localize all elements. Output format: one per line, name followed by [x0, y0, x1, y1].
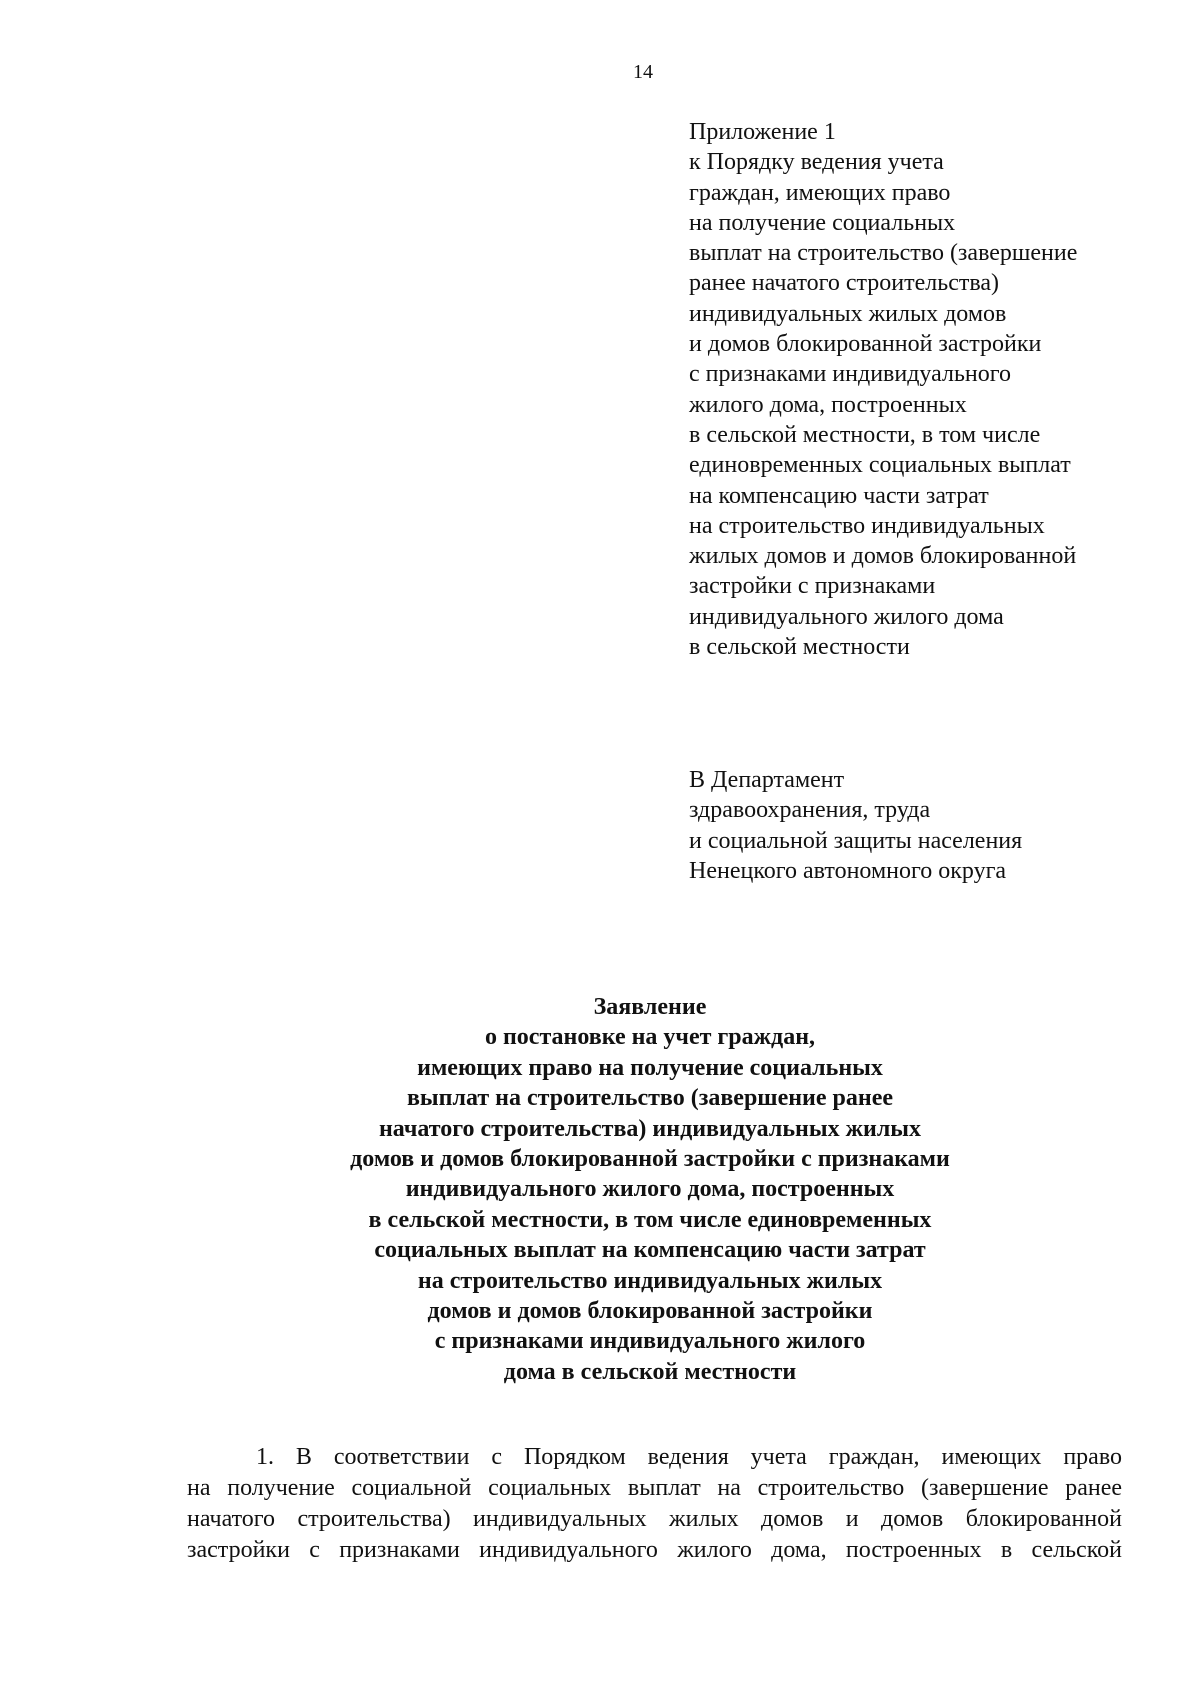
addressee	[689, 765, 1159, 886]
title-line: социальных выплат на компенсацию части затрат	[374, 1237, 926, 1264]
appendix-line: граждан, имеющих право	[689, 179, 951, 206]
appendix-line: на строительство индивидуальных	[689, 512, 1045, 539]
appendix-reference	[689, 117, 1159, 662]
addressee-line: Ненецкого автономного округа	[689, 857, 1007, 884]
appendix-line: и домов блокированной застройки	[689, 331, 1042, 358]
title-line: Заявление	[593, 994, 707, 1020]
title-line: домов и домов блокированной застройки с признаками	[350, 1146, 950, 1173]
title-line: домов и домов блокированной застройки	[427, 1298, 873, 1325]
appendix-line: индивидуального жилого дома	[689, 603, 1004, 630]
appendix-line: к Порядку ведения учета	[689, 149, 944, 176]
appendix-line: в сельской местности	[689, 634, 910, 661]
title-line: о постановке на учет граждан,	[484, 1024, 816, 1051]
title-line: начатого строительства) индивидуальных жилых	[378, 1115, 922, 1142]
title-line: в сельской местности, в том числе единовременных	[368, 1206, 932, 1233]
title-line: выплат на строительство (завершение ранее	[406, 1085, 894, 1112]
appendix-line: индивидуальных жилых домов	[689, 300, 1007, 327]
title-line: на строительство индивидуальных жилых	[417, 1267, 883, 1294]
body-paragraph	[187, 1442, 1122, 1566]
appendix-line: в сельской местности, в том числе	[689, 421, 1041, 448]
body-line: застройки с признаками индивидуального жилого дома, построенных в сельской	[187, 1537, 1122, 1563]
document-title	[200, 992, 1100, 1387]
appendix-line: выплат на строительство (завершение	[689, 240, 1078, 267]
body-line: 1. В соответствии с Порядком ведения учета граждан, имеющих право	[256, 1444, 1122, 1470]
appendix-line: ранее начатого строительства)	[689, 270, 999, 297]
addressee-line: здравоохранения, труда	[689, 797, 931, 824]
body-line: на получение социальной социальных выплат на строительство (завершение ранее	[187, 1475, 1122, 1501]
addressee-line: В Департамент	[689, 767, 845, 793]
title-line: дома в сельской местности	[503, 1358, 797, 1385]
title-line: с признаками индивидуального жилого	[434, 1328, 866, 1355]
appendix-line: единовременных социальных выплат	[689, 452, 1071, 479]
addressee-line: и социальной защиты населения	[689, 827, 1023, 854]
body-line: начатого строительства) индивидуальных жилых домов и домов блокированной	[187, 1506, 1122, 1532]
title-line: индивидуального жилого дома, построенных	[405, 1176, 895, 1203]
appendix-line: жилого дома, построенных	[689, 391, 967, 418]
appendix-line: жилых домов и домов блокированной	[689, 543, 1077, 570]
title-line: имеющих право на получение социальных	[417, 1054, 883, 1081]
page-number: 14	[633, 61, 653, 83]
appendix-line: на компенсацию части затрат	[689, 482, 989, 509]
appendix-line: на получение социальных	[689, 209, 956, 236]
appendix-line: с признаками индивидуального	[689, 361, 1011, 388]
appendix-line: Приложение 1	[689, 119, 836, 145]
appendix-line: застройки с признаками	[689, 573, 936, 600]
